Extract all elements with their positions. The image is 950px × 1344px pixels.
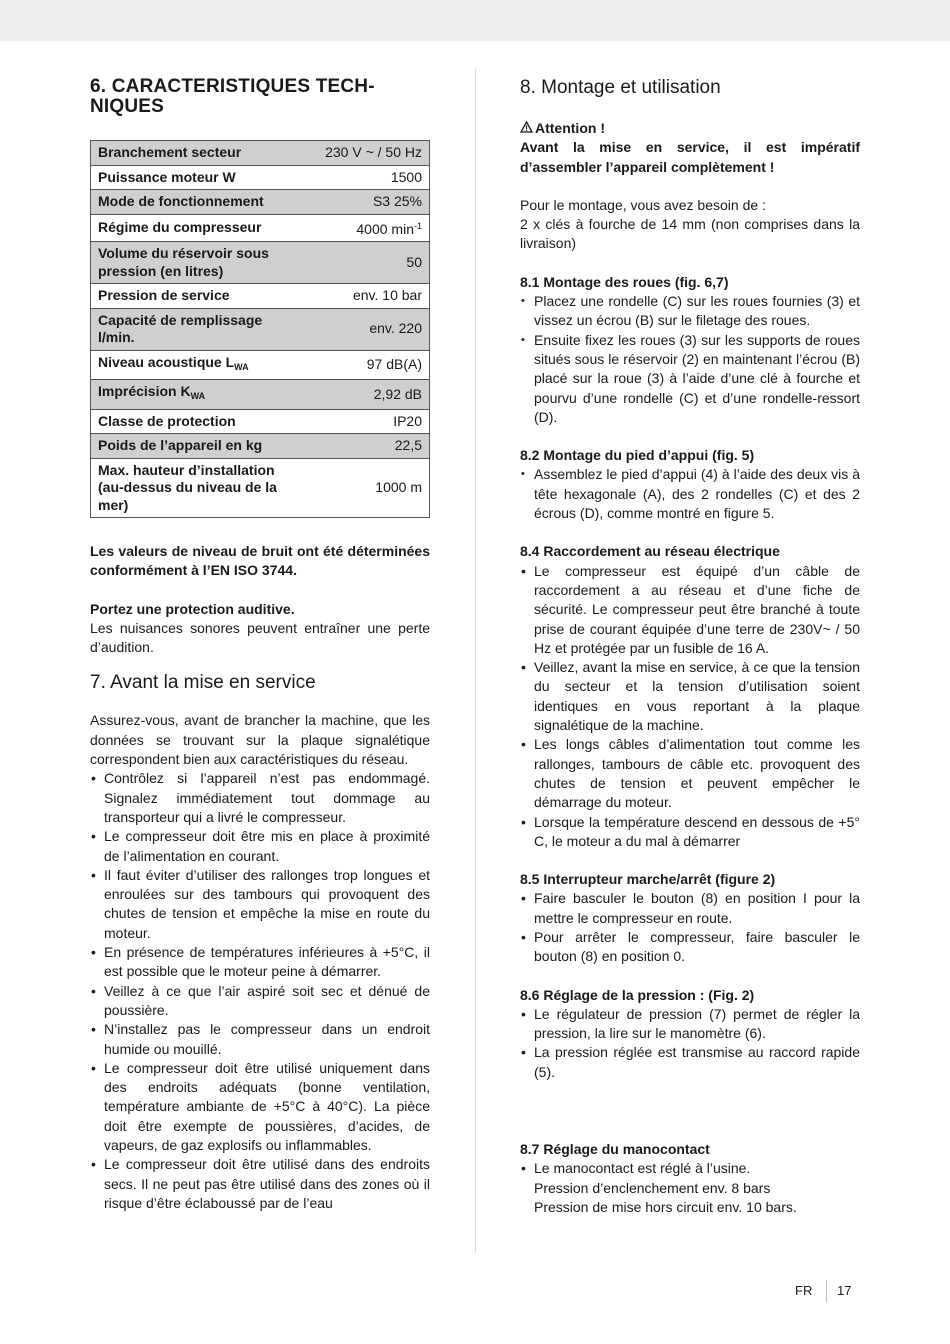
section7-intro: Assurez-vous, avant de brancher la machine, que les données se trouvant sur la plaque signalétique correspondent bien aux caractéristiques du réseau. bbox=[90, 712, 430, 768]
spec-label: Volume du réservoir sous pression (en litres) bbox=[91, 242, 286, 284]
noise-note: Les valeurs de niveau de bruit ont été déterminées conformément à l’EN ISO 3744. bbox=[90, 543, 430, 579]
list-item: • Le compresseur doit être mis en place à proximité de l’alimentation en courant. bbox=[90, 827, 430, 866]
s86-title: 8.6 Réglage de la pression : (Fig. 2) bbox=[520, 986, 755, 1003]
table-row bbox=[91, 308, 430, 350]
list-item: • La pression réglée est transmise au raccord rapide (5). bbox=[520, 1043, 860, 1082]
section7-list bbox=[90, 769, 430, 1213]
list-item: • Assemblez le pied d’appui (4) à l’aide des deux vis à tête hexagonale (A), des 2 rondelles (C) et des 2 écrous (D), comme montré en figure 5. bbox=[520, 465, 860, 523]
spec-value: 1500 bbox=[285, 165, 430, 190]
spec-label: Capacité de remplissage l/min. bbox=[91, 308, 286, 350]
list-item: • Veillez à ce que l’air aspiré soit sec et dénué de poussière. bbox=[90, 982, 430, 1021]
s82-title: 8.2 Montage du pied d’appui (fig. 5) bbox=[520, 447, 755, 464]
s86-list bbox=[520, 1005, 860, 1082]
table-row bbox=[91, 409, 430, 434]
table-row bbox=[91, 380, 430, 410]
s84-list bbox=[520, 562, 860, 851]
list-item: • Faire basculer le bouton (8) en position I pour la mettre le compresseur en route. bbox=[520, 889, 860, 928]
list-item: • Les longs câbles d’alimentation tout comme les rallonges, tambours de câble etc. provoquent des chutes de tension et peuvent empêcher le démarrage du moteur. bbox=[520, 735, 860, 812]
list-item: • Le compresseur est équipé d’un câble de raccordement a au réseau et d’une fiche de sécurité. Le compresseur peut être branché à toute prise de courant équipée d’une terre de 230V~ / 50 Hz et protégée par un fusible de 16 A. bbox=[520, 562, 860, 658]
s82-list bbox=[520, 465, 860, 523]
table-row bbox=[91, 242, 430, 284]
table-row bbox=[91, 190, 430, 215]
list-item: • Le régulateur de pression (7) permet de régler la pression, la lire sur le manomètre (6). bbox=[520, 1005, 860, 1044]
language-code: FR bbox=[795, 1283, 813, 1298]
top-band bbox=[0, 0, 950, 41]
spec-value: IP20 bbox=[285, 409, 430, 434]
list-item: • Veillez, avant la mise en service, à ce que la tension du secteur et la tension d’utilisation soient identiques en vous reportant à la plaque signalétique de la machine. bbox=[520, 658, 860, 735]
list-item: • En présence de températures inférieures à +5°C, il est possible que le moteur peine à démarrer. bbox=[90, 943, 430, 982]
table-row bbox=[91, 434, 430, 459]
tools-intro: Pour le montage, vous avez besoin de : bbox=[520, 196, 766, 213]
left-column bbox=[90, 77, 430, 1213]
hearing-text: Les nuisances sonores peuvent entraîner une perte d’audition. bbox=[90, 619, 430, 656]
list-item: • Placez une rondelle (C) sur les roues fournies (3) et vissez un écrou (B) sur le filetage des roues. bbox=[520, 292, 860, 331]
table-row bbox=[91, 458, 430, 518]
warning-triangle-icon bbox=[520, 119, 535, 138]
s81-list bbox=[520, 292, 860, 427]
spec-label: Classe de protection bbox=[91, 409, 286, 434]
list-item: • Le compresseur doit être utilisé uniquement dans des endroits adéquats (bonne ventilation, température ambiante de +5°C à 40°C). La pièce doit être exempte de poussières, d’acides, de vapeurs, de gaz explosifs ou inflammables. bbox=[90, 1059, 430, 1155]
table-row bbox=[91, 284, 430, 309]
spec-value: env. 10 bar bbox=[285, 284, 430, 309]
spec-label: Max. hauteur d’installation (au-dessus du niveau de la mer) bbox=[91, 458, 286, 518]
table-row bbox=[91, 350, 430, 380]
spec-value: 50 bbox=[285, 242, 430, 284]
spec-label: Niveau acoustique $L_{WA}$ bbox=[91, 350, 286, 380]
list-item: • Il faut éviter d’utiliser des rallonges trop longues et enroulées sur des tambours qui provoquent des chutes de tension et empêche la mise en route du moteur. bbox=[90, 866, 430, 943]
attention-heading: Attention ! bbox=[520, 119, 860, 138]
s84-title: 8.4 Raccordement au réseau électrique bbox=[520, 543, 780, 560]
section7-title: 7. Avant la mise en service bbox=[90, 672, 316, 694]
hearing-warning: Portez une protection auditive. bbox=[90, 600, 295, 617]
page-number: 17 bbox=[837, 1283, 852, 1298]
footer-separator bbox=[826, 1280, 827, 1302]
spec-value: 1000 m bbox=[285, 458, 430, 518]
list-item: • Lorsque la température descend en dessous de +5° C, le moteur a du mal à démarrer bbox=[520, 813, 860, 852]
list-item: • Pour arrêter le compresseur, faire basculer le bouton (8) en position 0. bbox=[520, 928, 860, 967]
spec-label: Pression de service bbox=[91, 284, 286, 309]
s87-list bbox=[520, 1159, 860, 1217]
spec-table bbox=[90, 140, 430, 518]
spec-label: Imprécision $K_{WA}$ bbox=[91, 380, 286, 410]
spec-value: env. 220 bbox=[285, 308, 430, 350]
list-item: • N’installez pas le compresseur dans un endroit humide ou mouillé. bbox=[90, 1020, 430, 1059]
table-row bbox=[91, 141, 430, 166]
spec-value: 97 dB(A) bbox=[285, 350, 430, 380]
spec-label: Poids de l’appareil en kg bbox=[91, 434, 286, 459]
list-item: • Contrôlez si l’appareil n’est pas endommagé. Signalez immédiatement tout dommage au transporteur qui a livré le compresseur. bbox=[90, 769, 430, 827]
right-column bbox=[520, 77, 860, 1217]
list-item: • Le compresseur doit être utilisé dans des endroits secs. Il ne peut pas être utilisé dans des zones où il risque d’être éclaboussé par de l’eau bbox=[90, 1155, 430, 1213]
spec-label: Mode de fonctionnement bbox=[91, 190, 286, 215]
section6-title: 6. CARACTERISTIQUES TECH- NIQUES bbox=[90, 76, 375, 117]
spec-value: 230 V ~ / 50 Hz bbox=[285, 141, 430, 166]
label-subscript: WA bbox=[234, 361, 249, 372]
list-item: • Le manocontact est réglé à l’usine. Pression d’enclenchement env. 8 bars Pression de mise hors circuit env. 10 bars. bbox=[520, 1159, 860, 1217]
spec-label: Puissance moteur W bbox=[91, 165, 286, 190]
spec-label: Régime du compresseur bbox=[91, 214, 286, 242]
attention-text: Avant la mise en service, il est impératif d’assembler l’appareil complètement ! bbox=[520, 139, 860, 175]
section8-title: 8. Montage et utilisation bbox=[520, 77, 721, 98]
s85-list bbox=[520, 889, 860, 966]
s81-title: 8.1 Montage des roues (fig. 6,7) bbox=[520, 273, 729, 290]
spec-value: 2,92 dB bbox=[285, 380, 430, 410]
table-row bbox=[91, 214, 430, 242]
spec-label: Branchement secteur bbox=[91, 141, 286, 166]
label-subscript: WA bbox=[190, 391, 206, 401]
s85-title: 8.5 Interrupteur marche/arrêt (figure 2) bbox=[520, 871, 776, 888]
value-superscript: -1 bbox=[413, 220, 422, 231]
spec-value: 22,5 bbox=[285, 434, 430, 459]
s87-title: 8.7 Réglage du manocontact bbox=[520, 1141, 710, 1158]
spec-value: S3 25% bbox=[285, 190, 430, 215]
tools-text: 2 x clés à fourche de 14 mm (non comprises dans la livraison) bbox=[520, 216, 860, 252]
list-item: • Ensuite fixez les roues (3) sur les supports de roues situés sous le réservoir (2) en maintenant l’écrou (B) placé sur la roue (3) à l’aide d’une clé à fourche et pourvu d’une rondelle (C) et d’une rondelle-ressort (D). bbox=[520, 331, 860, 427]
table-row bbox=[91, 165, 430, 190]
spec-value: 4000 $\min^{-1}$ bbox=[285, 214, 430, 242]
column-divider bbox=[475, 68, 476, 1253]
